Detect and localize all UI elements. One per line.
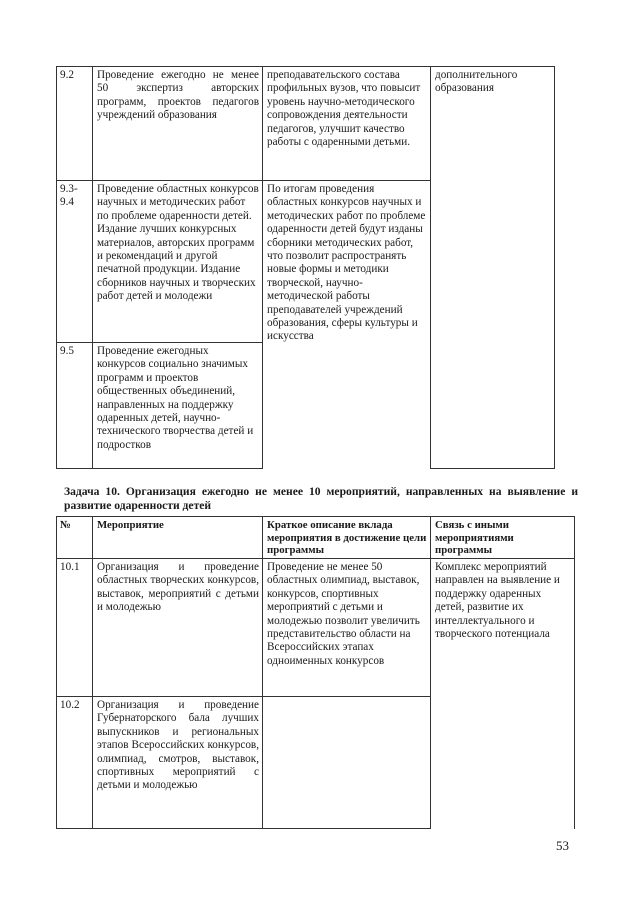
row-number: 10.1 (57, 559, 93, 697)
activity-cell: Проведение областных конкурсов научных и методических работ по проблеме одаренности детей. Издание лучших конкурсных материалов, авторских программ и рекомендаций и другой печатной продукции. Издание сборников научных и творческих работ детей и молодежи (93, 181, 263, 343)
row-number: 9.5 (57, 343, 93, 469)
description-cell: По итогам проведения областных конкурсов научных и методических работ по проблеме одаренности детей будут изданы сборники методических работ, что позволит распространять новые формы и методики творческой, научно-методической работы преподавателей учреждений образования, сферы культуры и искусства (263, 181, 431, 469)
row-number: 10.2 (57, 697, 93, 829)
activity-cell: Проведение ежегодно не менее 50 экспертиз авторских программ, проектов педагогов учреждений образования (93, 67, 263, 181)
page-number: 53 (556, 838, 569, 853)
description-cell (263, 697, 431, 829)
row-number: 9.2 (57, 67, 93, 181)
table-row (57, 67, 555, 181)
header-description: Краткое описание вклада мероприятия в достижение цели программы (263, 517, 431, 559)
activity-cell: Организация и проведение областных творческих конкурсов, выставок, мероприятий с детьми и молодежью (93, 559, 263, 697)
link-cell: Комплекс мероприятий направлен на выявление и поддержку одаренных детей, развитие их интеллектуального и творческого потенциала (431, 559, 575, 829)
table-row (57, 559, 575, 697)
table-row (57, 181, 555, 343)
task-heading: Задача 10. Организация ежегодно не менее 10 мероприятий, направленных на выявление и развитие одаренности детей (64, 485, 578, 512)
activity-cell: Организация и проведение Губернаторского бала лучших выпускников и региональных этапов Всероссийских конкурсов, олимпиад, смотров, выставок, спортивных мероприятий с детьми и молодежью (93, 697, 263, 829)
header-activity: Мероприятие (93, 517, 263, 559)
description-cell: Проведение не менее 50 областных олимпиад, выставок, конкурсов, спортивных мероприятий с детьми и молодежью позволит увеличить представительство области на Всероссийских этапах одноименных конкурсов (263, 559, 431, 697)
activities-table-task10 (56, 516, 575, 829)
table-header-row (57, 517, 575, 559)
link-cell (431, 181, 555, 469)
activities-table-task9 (56, 66, 555, 469)
row-number: 9.3-9.4 (57, 181, 93, 343)
link-cell: дополнительного образования (431, 67, 555, 181)
header-link: Связь с иными мероприятиями программы (431, 517, 575, 559)
activity-cell: Проведение ежегодных конкурсов социально значимых программ и проектов общественных объединений, направленных на поддержку одаренных детей, научно-технического творчества детей и подростков (93, 343, 263, 469)
header-number: № (57, 517, 93, 559)
description-cell: преподавательского состава профильных вузов, что повысит уровень научно-методического сопровождения деятельности педагогов, улучшит качество работы с одаренными детьми. (263, 67, 431, 181)
